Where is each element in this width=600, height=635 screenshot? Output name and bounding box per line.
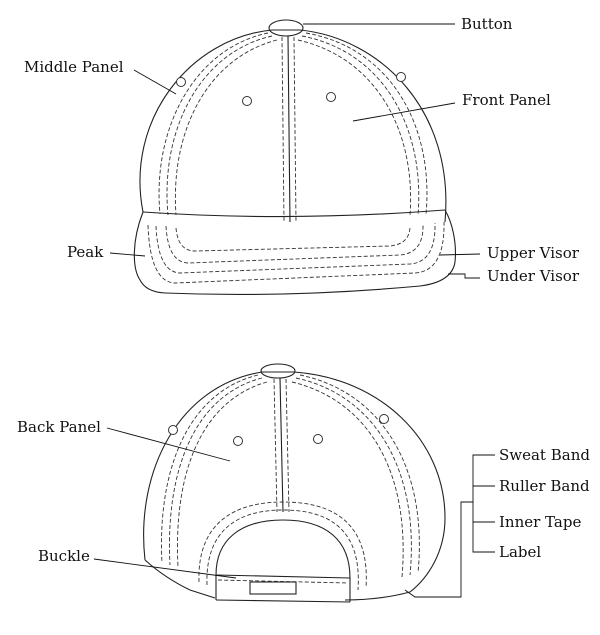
front-center-seam [288, 36, 290, 222]
back-left-seam [169, 378, 262, 565]
leader-peak [110, 253, 145, 256]
leader-front-panel [353, 103, 455, 121]
front-eyelet-4 [397, 73, 406, 82]
back-bottom-edge-r [345, 592, 410, 600]
leader-back-panel [107, 428, 230, 461]
label-upper-visor: Upper Visor [487, 244, 579, 262]
label-sweat-band: Sweat Band [499, 446, 590, 464]
back-buckle-plate [250, 582, 296, 594]
back-center-stitch-r [286, 379, 289, 512]
front-right-seam-2 [298, 40, 411, 215]
back-leaders [94, 428, 495, 597]
front-right-seam [302, 36, 419, 215]
leader-band-bracket [473, 455, 495, 552]
back-opening-arch [216, 520, 350, 602]
back-view-cap [144, 364, 445, 602]
label-button: Button [461, 15, 513, 33]
label-peak: Peak [67, 243, 104, 261]
front-top-button [269, 20, 303, 36]
label-middle-panel: Middle Panel [24, 58, 124, 76]
front-eyelet-2 [243, 97, 252, 106]
back-center-stitch-l [274, 379, 277, 512]
back-right-seam-2 [292, 382, 403, 577]
front-visor-seam [143, 210, 445, 217]
label-buckle: Buckle [38, 547, 90, 565]
front-eyelet-3 [327, 93, 336, 102]
back-bottom-edge [145, 560, 215, 598]
back-left-seam-2 [177, 382, 267, 567]
leader-middle-panel [134, 70, 176, 94]
label-inner-tape: Inner Tape [499, 513, 582, 531]
back-right-seam-3 [300, 375, 419, 573]
front-crown-outline [140, 30, 446, 222]
back-eyelet-4 [380, 415, 389, 424]
back-right-seam [296, 378, 411, 575]
front-eyelet-1 [177, 78, 186, 87]
label-back-panel: Back Panel [17, 418, 101, 436]
front-left-seam-3 [159, 33, 268, 214]
front-left-seam [167, 36, 272, 215]
front-center-stitch-l [282, 37, 284, 222]
back-eyelet-1 [169, 426, 178, 435]
back-crown-outline [144, 372, 445, 592]
back-strap [216, 575, 350, 602]
leader-under-visor [448, 274, 480, 278]
front-visor-stitch-4 [176, 226, 410, 251]
front-right-seam-3 [306, 33, 427, 214]
front-center-stitch-r [294, 37, 296, 222]
front-visor-outline [134, 210, 455, 294]
label-ruller-band: Ruller Band [499, 477, 590, 495]
front-view-cap [134, 20, 455, 294]
front-visor-stitch-3 [166, 224, 423, 263]
back-center-seam [280, 378, 283, 512]
back-left-seam-3 [161, 375, 258, 563]
front-visor-stitch-1 [148, 222, 444, 283]
label-label: Label [499, 543, 542, 561]
leader-bracket-stem [405, 502, 473, 597]
label-under-visor: Under Visor [487, 267, 579, 285]
leader-upper-visor [440, 254, 480, 255]
back-top-button [261, 364, 295, 378]
back-eyelet-3 [314, 435, 323, 444]
label-front-panel: Front Panel [462, 91, 551, 109]
back-eyelet-2 [234, 437, 243, 446]
